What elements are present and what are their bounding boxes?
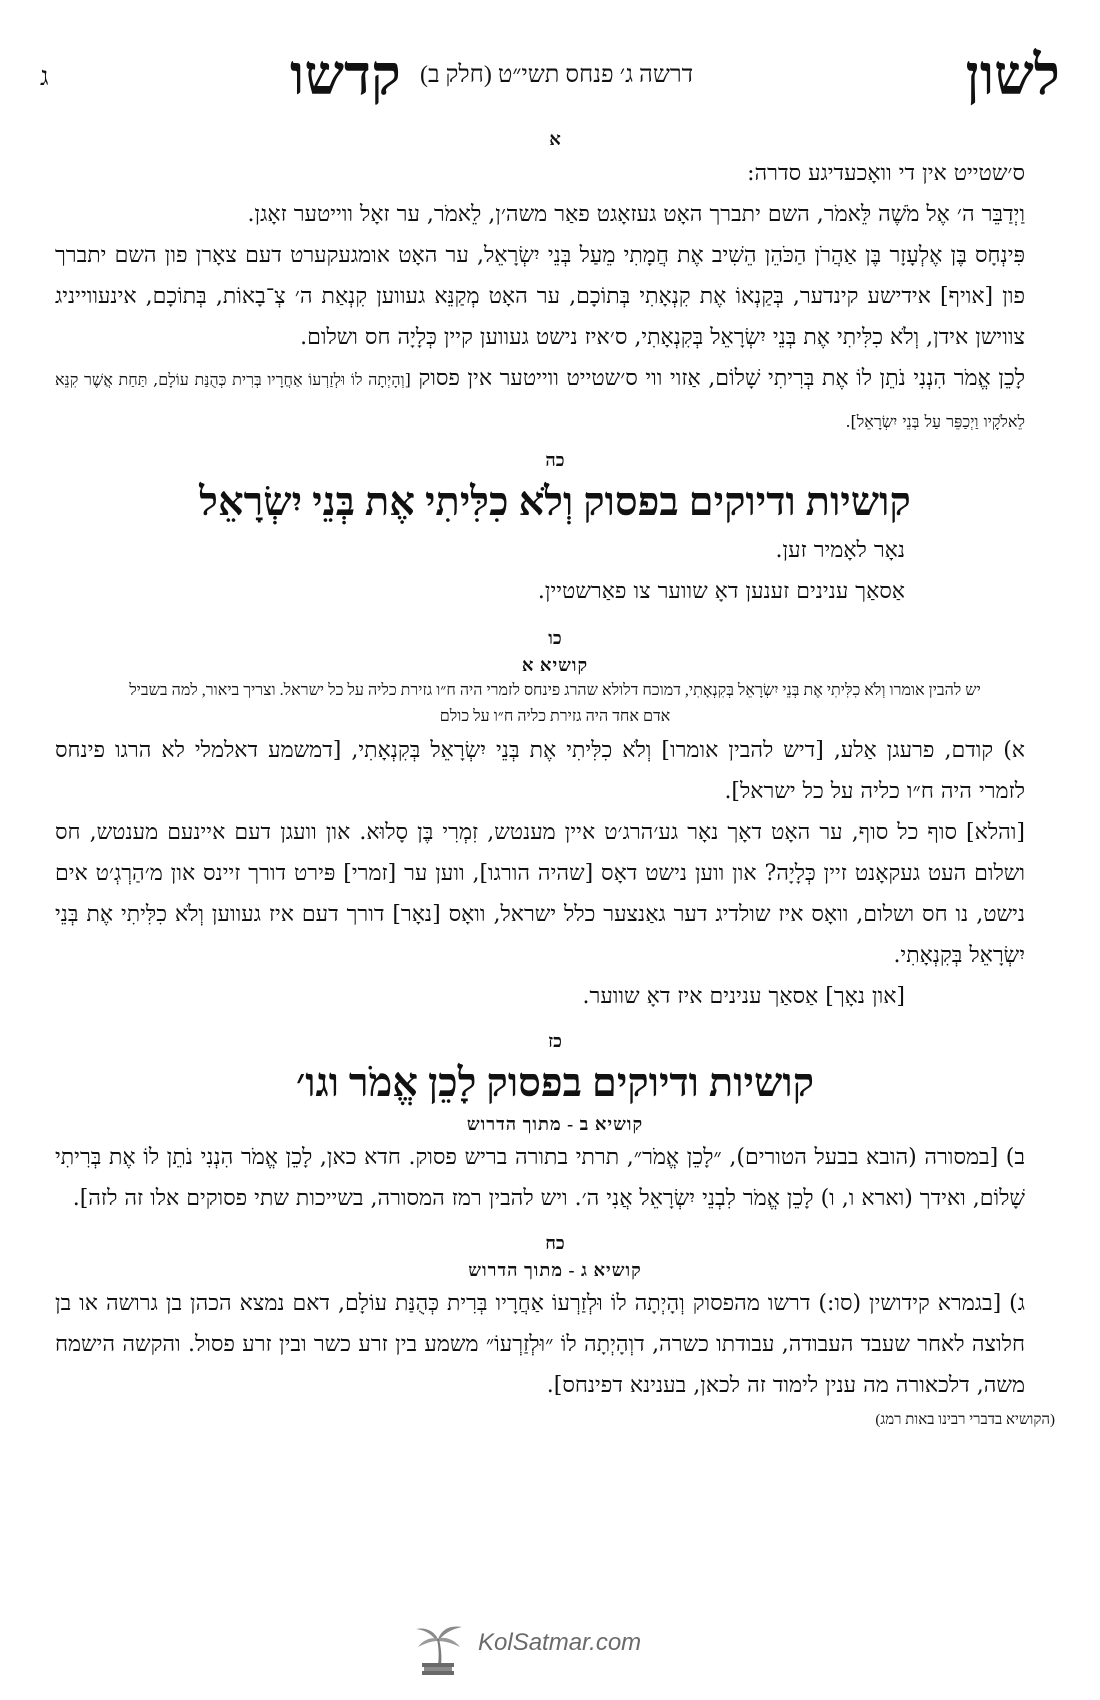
kushya-label: קושיא ג - מתוך הדרוש xyxy=(468,1260,642,1280)
paragraph: ג) [בגמרא קידושין (סו:) דרשו מהפסוק וְהָיְתָה לוֹ וּלְזַרְעוֹ אַחֲרָיו בְּרִית כְּהֻנַּת עוֹלָם, דאם נמצא הכהן בן גרושה או בן חלוצה לאחר שעבד העבודה, עבודתו כשרה, דוְהָיְתָה לוֹ ״וּלְזַרְעוֹ״ משמע בין זרע כשר ובין זרע פסול. והקשה הישמח משה, דלכאורה מה ענין לימוד זה לכאן, בענינא דפינחס]. xyxy=(55,1291,1025,1398)
section-number: כו xyxy=(548,628,562,648)
page-number: ג xyxy=(40,62,49,91)
section-heading: קושיות ודיוקים בפסוק לָכֵן אֱמֹר וגו׳ xyxy=(296,1060,814,1105)
paragraph: [און נאָך] אַסאַך ענינים איז דאָ שווער. xyxy=(582,984,905,1009)
palm-tree-books-icon xyxy=(408,1617,468,1677)
paragraph: [והלא] סוף כל סוף, ער האָט דאָך נאָר גע׳הרג׳ט איין מענטש, זִמְרִי בֶּן סָלוּא. און וועגן דעם איינעם מענטש, חס ושלום העט געקאָנט זיין כְּלָיָה? און ווען נישט דאָס [שהיה הורגו], ווען ער [זמרי] פּירט דורך זיינס און מ׳הַרְגְ׳ט אים נישט, נו חס ושלום, וואָס איז שולדיג דער גאַנצער כלל ישראל, וואָס [נאָר] דורך דעם איז געווען וְלֹא כִלִּיתִי אֶת בְּנֵי יִשְׂרָאֵל בְּקִנְאָתִי. xyxy=(55,820,1025,968)
section-number: כה xyxy=(545,450,565,470)
paragraph: א) קודם, פרעגן אַלע, [דיש להבין אומרו] וְלֹא כִלִּיתִי אֶת בְּנֵי יִשְׂרָאֵל בְּקִנְאָתִי, [דמשמע דאלמלי לא הרגו פינחס לזמרי היה ח״ו כליה על כל ישראל]. xyxy=(55,738,1025,804)
paragraph: נאָר לאָמיר זען. xyxy=(775,538,905,563)
header-title-right: לשון xyxy=(965,42,1060,108)
site-footer xyxy=(0,1615,1100,1685)
site-logo-text[interactable]: KolSatmar.com xyxy=(478,1629,642,1656)
header-title-left: קדשו xyxy=(290,42,401,108)
paragraph: ב) [במסורה (הובא בבעל הטורים), ״לָכֵן אֱמֹר״, תרתי בתורה בריש פסוק. חדא כאן, לָכֵן אֱמֹר הִנְנִי נֹתֵן לוֹ אֶת בְּרִיתִי שָׁלוֹם, ואידך (וארא ו, ו) לָכֵן אֱמֹר לִבְנֵי יִשְׂרָאֵל אֲנִי ה׳. ויש להבין רמז המסורה, בשייכות שתי פסוקים אלו זה לזה]. xyxy=(55,1145,1025,1211)
section-number: כח xyxy=(545,1233,565,1253)
bracket-note: [וְהָיְתָה לוֹ וּלְזַרְעוֹ אַחֲרָיו בְּרִית כְּהֻנַּת עוֹלָם, תַּחַת אֲשֶׁר קִנֵּא לֵאלֹקָיו וַיְכַפֵּר עַל בְּנֵי יִשְׂרָאֵל]. xyxy=(55,370,1025,431)
header-subtitle: דרשה ג׳ פנחס תשי״ט (חלק ב) xyxy=(420,62,694,88)
footnote: (הקושיא בדברי רבינו באות רמג) xyxy=(875,1412,1055,1428)
section-heading: קושיות ודיוקים בפסוק וְלֹא כִלִּיתִי אֶת בְּנֵי יִשְׂרָאֵל xyxy=(199,479,911,524)
kushya-label: קושיא א xyxy=(521,655,589,675)
section-number: כז xyxy=(548,1031,562,1051)
paragraph xyxy=(55,358,1055,442)
intro-line: ס׳שטייט אין די וואָכעדיגע סדרה: xyxy=(747,161,1025,186)
kushya-label: קושיא ב - מתוך הדרוש xyxy=(466,1114,644,1134)
document-body xyxy=(55,125,1055,1434)
paragraph: וַיְדַבֵּר ה׳ אֶל מֹשֶׁה לֵּאמֹר, השם יתברך האָט געזאָגט פאַר משה׳ן, לֵאמֹר, ער זאָל ווייטער זאָגן. xyxy=(247,202,1025,227)
paragraph-text: לָכֵן אֱמֹר הִנְנִי נֹתֵן לוֹ אֶת בְּרִיתִי שָׁלוֹם, אַזוי ווי ס׳שטייט ווייטער אין פסוק xyxy=(418,366,1025,391)
paragraph: פִּינְחָס בֶּן אֶלְעָזָר בֶּן אַהֲרֹן הַכֹּהֵן הֵשִׁיב אֶת חֲמָתִי מֵעַל בְּנֵי יִשְׂרָאֵל, ער האָט אומגעקערט דעם צאָרן פון השם יתברך פון [אויף] אידישע קינדער, בְּקַנְאוֹ אֶת קִנְאָתִי בְּתוֹכָם, ער האָט מְקַנֵּא געווען קִנְאַת ה׳ צְ־בָאוֹת, בְּתוֹכָם, אינעווייניג צווישן אידן, וְלֹא כִלִּיתִי אֶת בְּנֵי יִשְׂרָאֵל בְּקִנְאָתִי, ס׳איז נישט געווען קיין כְּלָיָה חס ושלום. xyxy=(55,243,1025,350)
kushya-summary: יש להבין אומרו וְלֹא כִלִּיתִי אֶת בְּנֵי יִשְׂרָאֵל בְּקִנְאָתִי, דמוכח דלולא שהרג פינחס לזמרי היה ח״ו גזירת כליה על כל ישראל. וצריך ביאור, למה בשביל אדם אחד היה גזירת כליה ח״ו על כולם xyxy=(129,682,981,725)
page-header xyxy=(40,40,1060,110)
section-number: א xyxy=(549,129,561,149)
paragraph: אַסאַך ענינים זענען דאָ שווער צו פאַרשטיין. xyxy=(537,579,905,604)
